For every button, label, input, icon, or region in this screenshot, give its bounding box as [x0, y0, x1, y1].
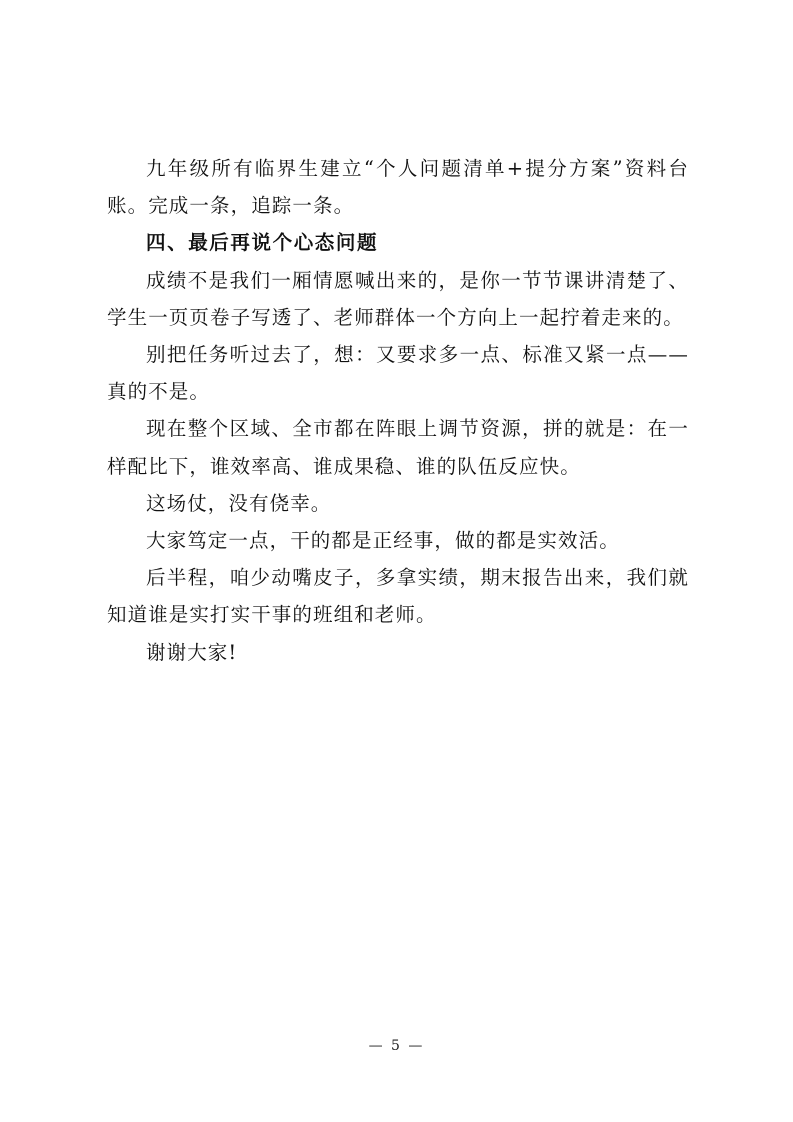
- paragraph-tasks: 别把任务听过去了，想：又要求多一点、标准又紧一点——真的不是。: [107, 343, 689, 404]
- document-body: [107, 150, 689, 671]
- section-heading: 四、最后再说个心态问题: [146, 231, 379, 255]
- page-number: — 5 —: [368, 1038, 425, 1054]
- paragraph-thanks: 谢谢大家!: [146, 640, 238, 664]
- paragraph-second-half: 后半程，咱少动嘴皮子，多拿实绩，期末报告出来，我们就知道谁是实打实干事的班组和老师。: [107, 566, 689, 627]
- paragraph-ledger: 九年级所有临界生建立“个人问题清单+提分方案”资料台账。完成一条，追踪一条。: [107, 157, 689, 218]
- paragraph-resources: 现在整个区域、全市都在阵眼上调节资源，拼的就是：在一样配比下，谁效率高、谁成果稳、谁的队伍反应快。: [107, 417, 689, 478]
- paragraph-results: 成绩不是我们一厢情愿喊出来的，是你一节节课讲清楚了、学生一页页卷子写透了、老师群体一个方向上一起拧着走来的。: [107, 268, 689, 329]
- paragraph-battle: 这场仗，没有侥幸。: [146, 491, 332, 515]
- paragraph-focus: 大家笃定一点，干的都是正经事，做的都是实效活。: [146, 529, 620, 553]
